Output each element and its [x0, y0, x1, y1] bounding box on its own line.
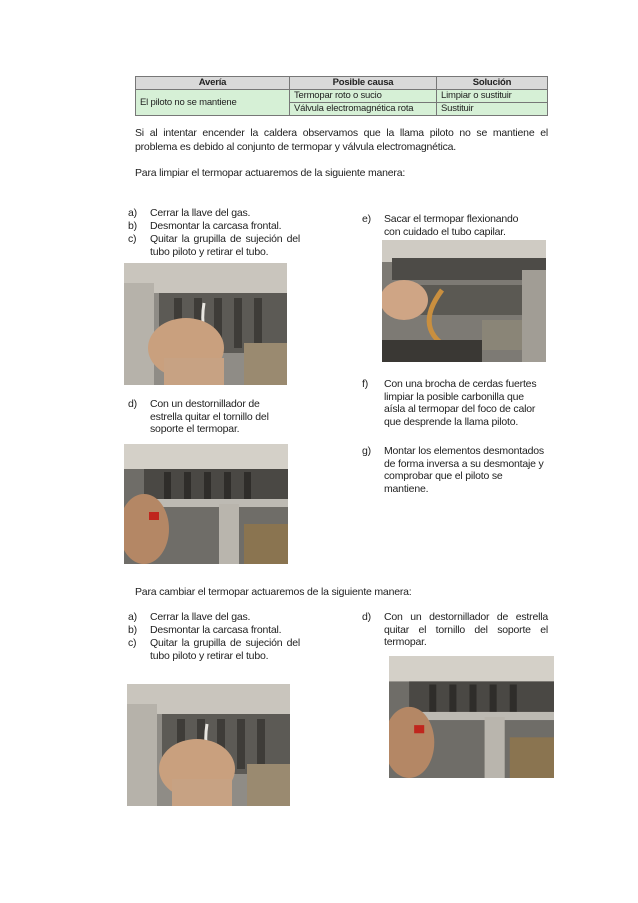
step-a — [128, 207, 300, 220]
step-letter: a) — [128, 207, 137, 219]
replace-step-c — [128, 637, 300, 662]
step-text: Sacar el termopar flexionando con cuidado el tubo capilar. — [384, 213, 519, 238]
step-b — [128, 220, 300, 233]
replace-step-d — [362, 611, 548, 649]
photo-pilot-tube-replace — [127, 684, 290, 806]
fault-cell: El piloto no se mantiene — [136, 90, 290, 116]
step-letter: d) — [362, 611, 371, 623]
step-text: Con un destornillador de estrella quitar el tornillo del soporte el termopar. — [150, 398, 269, 435]
step-g — [362, 445, 546, 495]
step-text: Cerrar la llave del gas. — [150, 611, 251, 623]
step-text: Quitar la grupilla de sujeción del tubo piloto y retirar el tubo. — [150, 233, 300, 258]
step-text: Con una brocha de cerdas fuertes limpiar la posible carbonilla que aísla al termopar del foco de calor que desprende la llama piloto. — [384, 378, 537, 428]
replace-step-a — [128, 611, 300, 624]
header-posible-causa: Posible causa — [290, 77, 437, 90]
step-letter: d) — [128, 398, 137, 410]
step-letter: g) — [362, 445, 371, 457]
step-letter: b) — [128, 220, 137, 232]
step-d — [128, 398, 293, 436]
header-solucion: Solución — [437, 77, 548, 90]
cause-cell: Termopar roto o sucio — [290, 90, 437, 103]
step-text: Con un destornillador de estrella quitar el tornillo del soporte el termopar. — [384, 611, 548, 648]
step-letter: c) — [128, 233, 137, 245]
solution-cell: Limpiar o sustituir — [437, 90, 548, 103]
step-text: Quitar la grupilla de sujeción del tubo piloto y retirar el tubo. — [150, 637, 300, 662]
step-e — [362, 213, 527, 238]
step-c — [128, 233, 300, 258]
photo-screwdriver — [124, 444, 288, 564]
step-letter: b) — [128, 624, 137, 636]
intro-paragraph: Si al intentar encender la caldera observamos que la llama piloto no se mantiene el problema es debido al conjunto de termopar y válvula electromagnética. — [135, 127, 548, 153]
step-text: Montar los elementos desmontados de forma inversa a su desmontaje y comprobar que el piloto se mantiene. — [384, 445, 544, 495]
step-letter: a) — [128, 611, 137, 623]
replace-step-b — [128, 624, 300, 637]
clean-heading: Para limpiar el termopar actuaremos de la siguiente manera: — [135, 167, 406, 179]
fault-table — [135, 76, 548, 116]
step-text: Desmontar la carcasa frontal. — [150, 624, 282, 636]
step-f — [362, 378, 542, 428]
header-averia: Avería — [136, 77, 290, 90]
replace-heading: Para cambiar el termopar actuaremos de la siguiente manera: — [135, 586, 412, 598]
step-text: Desmontar la carcasa frontal. — [150, 220, 282, 232]
solution-cell: Sustituir — [437, 103, 548, 116]
step-letter: e) — [362, 213, 371, 225]
photo-pilot-tube — [124, 263, 287, 385]
cause-cell: Válvula electromagnética rota — [290, 103, 437, 116]
step-letter: f) — [362, 378, 369, 390]
step-letter: c) — [128, 637, 137, 649]
step-text: Cerrar la llave del gas. — [150, 207, 251, 219]
photo-screwdriver-replace — [389, 656, 554, 778]
photo-thermocouple — [382, 240, 546, 362]
